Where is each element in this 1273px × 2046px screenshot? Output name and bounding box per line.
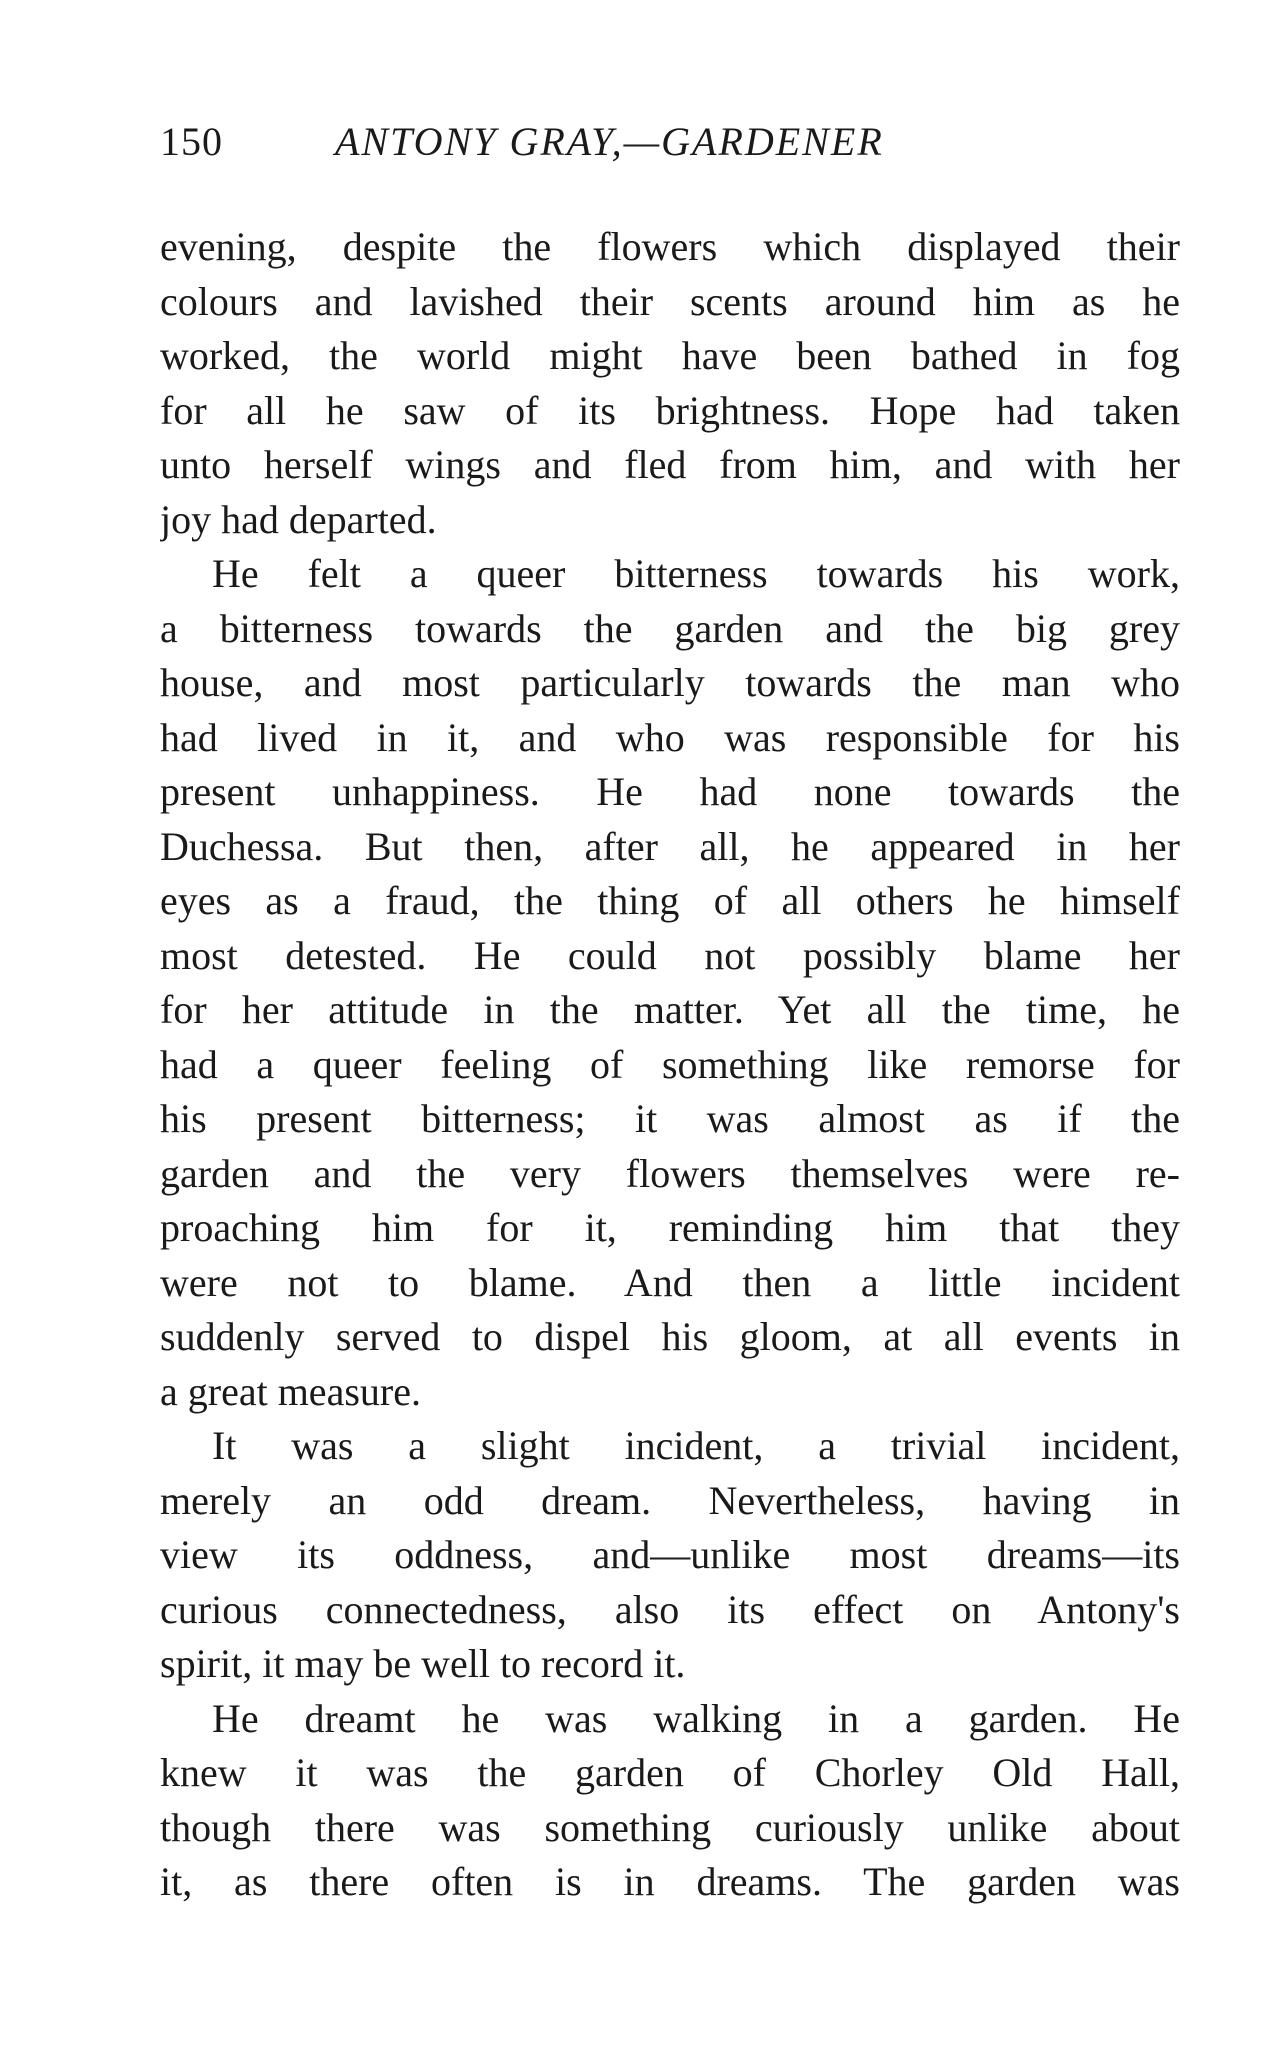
text-line: unto herself wings and fled from him, and with her — [160, 442, 1180, 487]
paragraph — [160, 547, 1180, 1419]
text-line: proaching him for it, reminding him that they — [160, 1205, 1180, 1250]
text-line: Duchessa. But then, after all, he appeared in her — [160, 823, 1180, 869]
running-title: ANTONY GRAY,—GARDENER — [335, 119, 884, 164]
text-line: had lived in it, and who was responsible for his — [160, 714, 1180, 760]
page-header — [160, 112, 1180, 172]
text-line: eyes as a fraud, the thing of all others he himself — [160, 878, 1180, 923]
text-line: knew it was the garden of Chorley Old Hall, — [160, 1750, 1180, 1795]
text-line: He dreamt he was walking in a garden. He — [212, 1695, 1180, 1741]
text-line: though there was something curiously unlike about — [160, 1804, 1180, 1850]
text-line: worked, the world might have been bathed in fog — [160, 333, 1180, 378]
text-line: suddenly served to dispel his gloom, at all events in — [160, 1314, 1180, 1359]
text-line: view its oddness, and—unlike most dreams—its — [160, 1532, 1180, 1577]
text-line: garden and the very flowers themselves were re- — [160, 1150, 1180, 1196]
text-line: had a queer feeling of something like remorse for — [160, 1041, 1180, 1087]
text-line: merely an odd dream. Nevertheless, having in — [160, 1477, 1180, 1523]
paragraph — [160, 1419, 1180, 1692]
text-line: curious connectedness, also its effect on Antony's — [160, 1586, 1180, 1632]
text-line: He felt a queer bitterness towards his work, — [212, 551, 1180, 596]
text-line: evening, despite the flowers which displayed their — [160, 224, 1180, 269]
text-line: a bitterness towards the garden and the big grey — [160, 605, 1180, 651]
page-number: 150 — [160, 119, 223, 164]
paragraph — [160, 1692, 1180, 1910]
text-line: It was a slight incident, a trivial incident, — [212, 1423, 1180, 1468]
body-text — [160, 220, 1180, 1910]
text-line: it, as there often is in dreams. The garden was — [160, 1859, 1180, 1904]
text-line: his present bitterness; it was almost as if the — [160, 1096, 1180, 1141]
text-line: house, and most particularly towards the man who — [160, 660, 1180, 705]
paragraph — [160, 220, 1180, 547]
text-line: most detested. He could not possibly blame her — [160, 932, 1180, 978]
text-line: for all he saw of its brightness. Hope had taken — [160, 387, 1180, 433]
text-line: a great measure. — [160, 1368, 421, 1414]
text-line: spirit, it may be well to record it. — [160, 1641, 686, 1686]
text-line: joy had departed. — [160, 496, 437, 542]
text-line: present unhappiness. He had none towards the — [160, 769, 1180, 814]
text-line: colours and lavished their scents around him as he — [160, 278, 1180, 324]
text-line: for her attitude in the matter. Yet all the time, he — [160, 987, 1180, 1032]
text-line: were not to blame. And then a little incident — [160, 1259, 1180, 1305]
